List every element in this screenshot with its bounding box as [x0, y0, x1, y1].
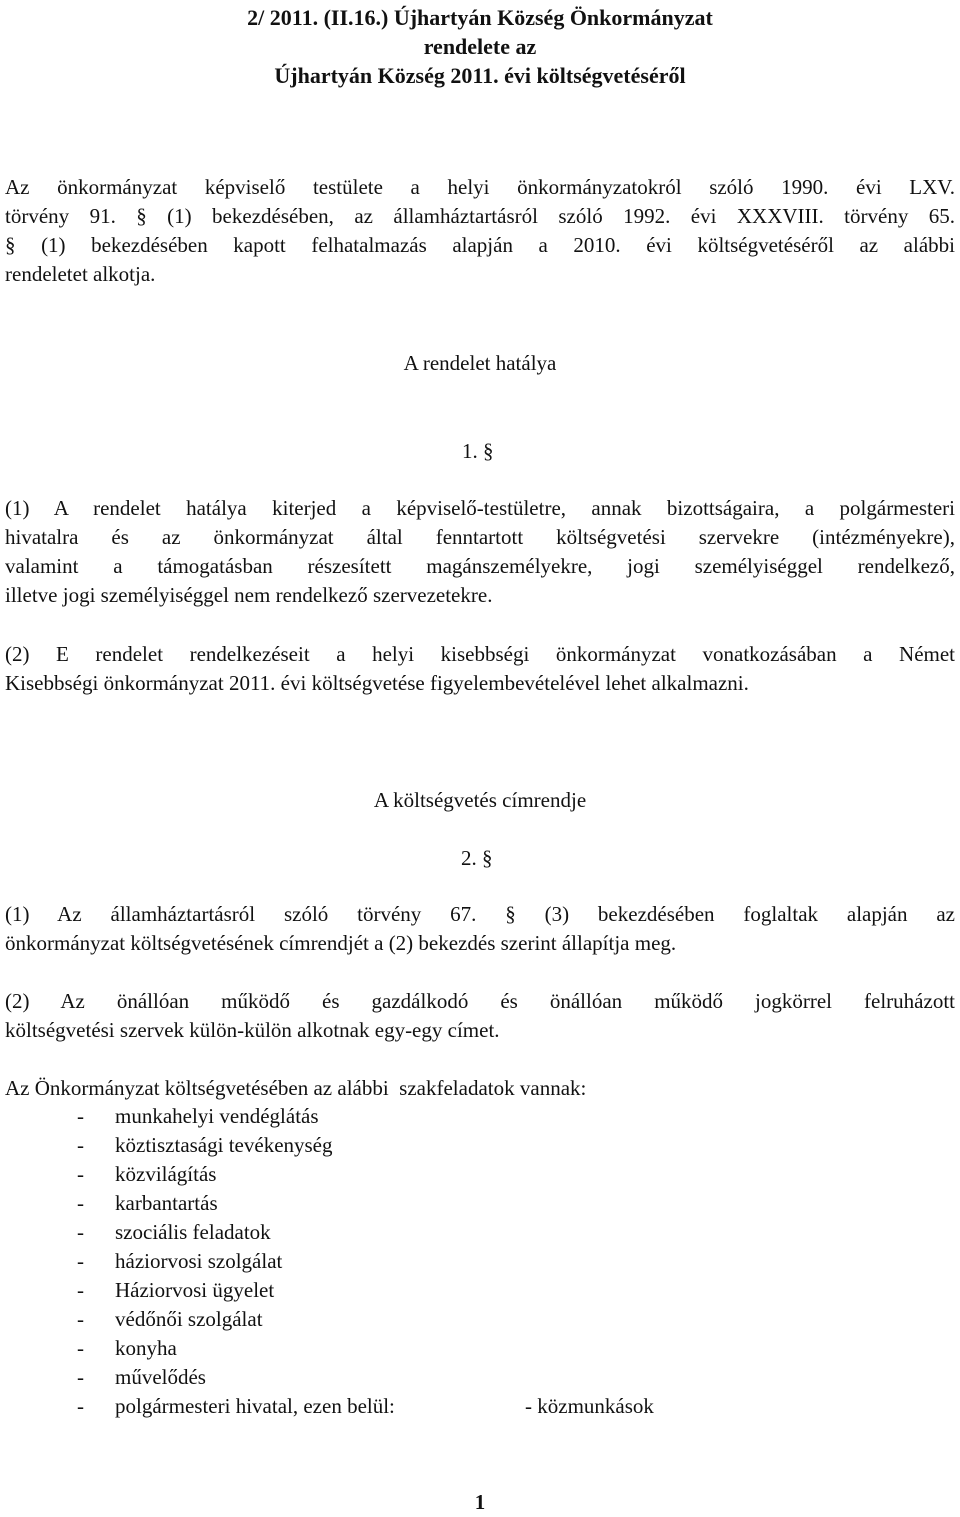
- list-dash: -: [77, 1220, 84, 1244]
- list-item-text: háziorvosi szolgálat: [115, 1249, 283, 1273]
- preamble-line-2: törvény 91. § (1) bekezdésében, az államháztartásról szóló 1992. évi XXXVIII. törvény 65.: [5, 204, 955, 228]
- list-dash: -: [77, 1307, 84, 1331]
- list-intro-line: Az Önkormányzat költségvetésében az alábbi szakfeladatok vannak:: [5, 1076, 587, 1100]
- list-dash: -: [77, 1133, 84, 1157]
- list-dash: -: [77, 1336, 84, 1360]
- list-dash: -: [77, 1191, 84, 1215]
- list-item-text: polgármesteri hivatal, ezen belül:: [115, 1394, 395, 1418]
- s2p1-line-2: önkormányzat költségvetésének címrendjét a (2) bekezdés szerint állapítja meg.: [5, 931, 677, 955]
- list-item-text: karbantartás: [115, 1191, 218, 1215]
- list-item-text: köztisztasági tevékenység: [115, 1133, 333, 1157]
- list-dash: -: [77, 1162, 84, 1186]
- s1p1-line-2: hivatalra és az önkormányzat által fenntartott költségvetési szervekre (intézményekre),: [5, 525, 955, 549]
- title-line-1: 2/ 2011. (II.16.) Újhartyán Község Önkormányzat: [247, 5, 713, 30]
- s2p2-line-1: (2) Az önállóan működő és gazdálkodó és önállóan működő jogkörrel felruházott: [5, 989, 955, 1013]
- section-1-number: 1. §: [462, 439, 494, 463]
- list-item-text: művelődés: [115, 1365, 206, 1389]
- s2p1-line-1: (1) Az államháztartásról szóló törvény 67. § (3) bekezdésében foglaltak alapján az: [5, 902, 955, 926]
- section-1-heading: A rendelet hatálya: [403, 351, 557, 375]
- s1p2-line-1: (2) E rendelet rendelkezéseit a helyi kisebbségi önkormányzat vonatkozásában a Német: [5, 642, 955, 666]
- section-1-paragraph-1: [5, 494, 955, 610]
- list-item-text: szociális feladatok: [115, 1220, 271, 1244]
- section-2-paragraph-1: [5, 900, 955, 958]
- section-2-heading: A költségvetés címrendje: [373, 788, 587, 812]
- list-dash: -: [77, 1278, 84, 1302]
- list-item-text: konyha: [115, 1336, 177, 1360]
- list-item-subtask: - közmunkások: [525, 1394, 654, 1418]
- preamble-line-4: rendeletet alkotja.: [5, 262, 156, 286]
- page-number: 1: [474, 1490, 486, 1514]
- list-dash: -: [77, 1365, 84, 1389]
- section-1-paragraph-2: [5, 640, 955, 698]
- list-dash: -: [77, 1249, 84, 1273]
- section-2-number: 2. §: [461, 846, 493, 870]
- title-line-2: rendelete az: [423, 34, 537, 59]
- title-line-3: Újhartyán Község 2011. évi költségvetéséről: [274, 63, 686, 88]
- preamble-line-3: § (1) bekezdésében kapott felhatalmazás alapján a 2010. évi költségvetéséről az alábbi: [5, 233, 955, 257]
- list-intro: [5, 1074, 955, 1103]
- preamble-paragraph: [5, 173, 955, 289]
- document-title: [0, 3, 960, 90]
- list-item-text: közvilágítás: [115, 1162, 217, 1186]
- section-2-paragraph-2: [5, 987, 955, 1045]
- s1p1-line-1: (1) A rendelet hatálya kiterjed a képviselő-testületre, annak bizottságaira, a polgármesteri: [5, 496, 955, 520]
- list-item-text: Háziorvosi ügyelet: [115, 1278, 275, 1302]
- preamble-line-1: Az önkormányzat képviselő testülete a helyi önkormányzatokról szóló 1990. évi LXV.: [5, 175, 955, 199]
- list-item-text: védőnői szolgálat: [115, 1307, 263, 1331]
- s1p1-line-3: valamint a támogatásban részesített magánszemélyekre, jogi személyiséggel rendelkező,: [5, 554, 955, 578]
- s1p2-line-2: Kisebbségi önkormányzat 2011. évi költségvetése figyelembevételével lehet alkalmazni.: [5, 671, 749, 695]
- s2p2-line-2: költségvetési szervek külön-külön alkotnak egy-egy címet.: [5, 1018, 500, 1042]
- list-item-text: munkahelyi vendéglátás: [115, 1104, 319, 1128]
- list-dash: -: [77, 1104, 84, 1128]
- list-dash: -: [77, 1394, 84, 1418]
- s1p1-line-4: illetve jogi személyiséggel nem rendelkező szervezetekre.: [5, 583, 493, 607]
